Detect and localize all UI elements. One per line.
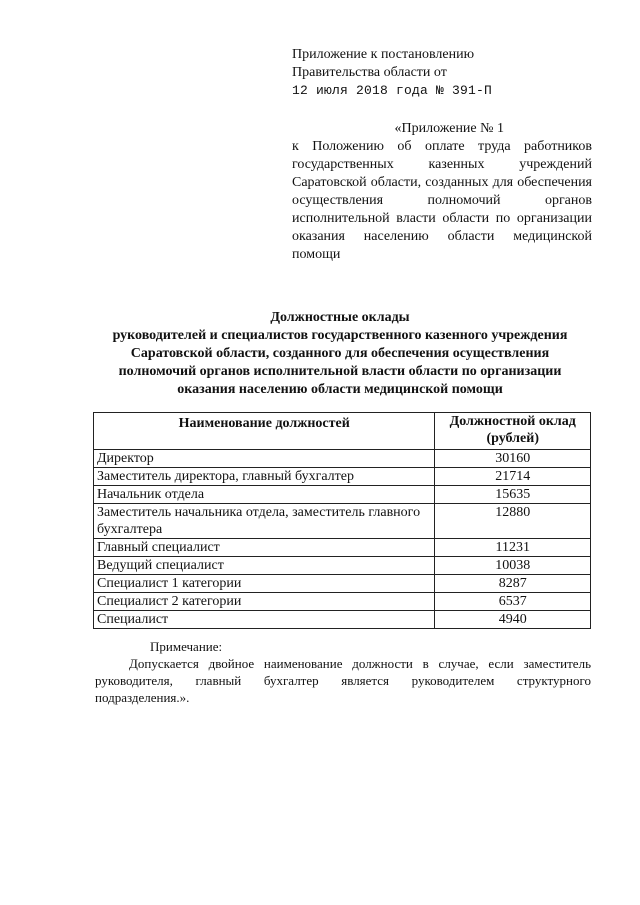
position-cell: Начальник отдела — [94, 486, 435, 504]
position-cell: Директор — [94, 450, 435, 468]
title-line-4: полномочий органов исполнительной власти области по организации — [118, 364, 562, 379]
table-row — [94, 450, 591, 468]
annex-reference — [292, 120, 592, 264]
document-title — [70, 309, 610, 399]
position-cell: Главный специалист — [94, 539, 435, 557]
table-row — [94, 611, 591, 629]
position-cell: Заместитель директора, главный бухгалтер — [94, 468, 435, 486]
position-cell: Специалист 2 категории — [94, 593, 435, 611]
title-line-2: руководителей и специалистов государственного казенного учреждения — [112, 328, 568, 343]
salary-cell: 8287 — [435, 575, 591, 593]
resolution-date-number: 12 июля 2018 года № 391-П — [292, 83, 493, 98]
table-row — [94, 593, 591, 611]
salary-cell: 4940 — [435, 611, 591, 629]
position-cell: Ведущий специалист — [94, 557, 435, 575]
annex-text: к Положению об оплате труда работников государственных казенных учреждений Саратовской области, созданных для обеспечения осуществления полномочий органов исполнительной власти области по организации оказания населению области медицинской помощи — [292, 139, 592, 262]
position-cell: Заместитель начальника отдела, заместитель главного бухгалтера — [94, 504, 435, 539]
salary-cell: 21714 — [435, 468, 591, 486]
salary-cell: 30160 — [435, 450, 591, 468]
salary-cell: 15635 — [435, 486, 591, 504]
table-row — [94, 468, 591, 486]
table-header-row — [94, 413, 591, 450]
salary-table — [93, 412, 591, 629]
resolution-line-2: Правительства области от — [292, 65, 447, 80]
column-header-position: Наименование должностей — [94, 413, 435, 450]
table-row — [94, 575, 591, 593]
annex-title: «Приложение № 1 — [394, 121, 504, 136]
position-cell: Специалист — [94, 611, 435, 629]
salary-cell: 10038 — [435, 557, 591, 575]
title-line-3: Саратовской области, созданного для обеспечения осуществления — [130, 346, 550, 361]
table-row — [94, 504, 591, 539]
table-row — [94, 557, 591, 575]
position-cell: Специалист 1 категории — [94, 575, 435, 593]
title-line-1: Должностные оклады — [270, 310, 410, 325]
table-row — [94, 486, 591, 504]
note-text: Допускается двойное наименование должности в случае, если заместитель руководителя, главный бухгалтер является руководителем структурного подразделения.». — [95, 656, 591, 705]
note-label: Примечание: — [150, 639, 223, 654]
salary-cell: 11231 — [435, 539, 591, 557]
resolution-reference — [292, 46, 592, 100]
title-line-5: оказания населению области медицинской помощи — [177, 382, 503, 397]
table-row — [94, 539, 591, 557]
salary-cell: 12880 — [435, 504, 591, 539]
resolution-line-1: Приложение к постановлению — [292, 47, 475, 62]
column-header-salary: Должностной оклад (рублей) — [435, 413, 591, 450]
salary-cell: 6537 — [435, 593, 591, 611]
